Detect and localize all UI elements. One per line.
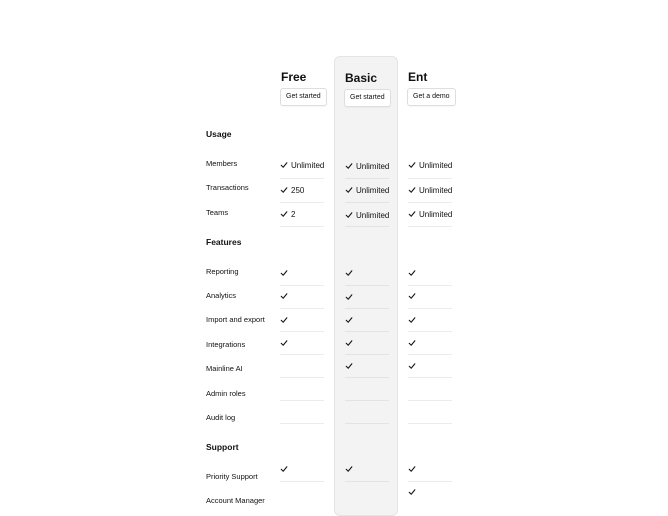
check-icon (408, 465, 416, 473)
row-divider (345, 285, 389, 286)
row-divider (345, 226, 389, 227)
row-divider (408, 331, 452, 332)
cell-import-export-ent (408, 314, 416, 326)
row-divider (345, 423, 389, 424)
row-divider (408, 285, 452, 286)
cell-reporting-basic (345, 267, 353, 279)
row-label-transactions: Transactions (206, 183, 249, 192)
row-divider (280, 481, 324, 482)
row-label-teams: Teams (206, 208, 229, 217)
row-divider (345, 481, 389, 482)
check-icon (408, 316, 416, 324)
cell-transactions-basic (345, 184, 389, 196)
cell-integrations-basic (345, 337, 353, 349)
cell-members-free (280, 159, 324, 171)
row-label-admin-roles: Admin roles (206, 389, 246, 398)
row-divider (345, 354, 389, 355)
row-divider (280, 308, 324, 309)
check-icon (345, 162, 353, 170)
row-divider (345, 377, 389, 378)
row-label-priority-support: Priority Support (206, 472, 258, 481)
row-label-mainline-ai: Mainline AI (206, 364, 243, 373)
cell-mainline-ai-basic (345, 360, 353, 372)
row-label-account-manager: Account Manager (206, 496, 265, 505)
cell-value: Unlimited (356, 161, 390, 171)
check-icon (408, 186, 416, 194)
section-title-features: Features (206, 237, 242, 247)
cell-reporting-ent (408, 267, 416, 279)
row-divider (408, 178, 452, 179)
row-label-members: Members (206, 159, 238, 168)
get-started-free-button[interactable]: Get started (280, 88, 327, 106)
cell-value: Unlimited (291, 160, 325, 170)
row-divider (408, 202, 452, 203)
cell-value: 250 (291, 185, 305, 195)
row-label-integrations: Integrations (206, 340, 246, 349)
row-divider (280, 400, 324, 401)
cell-priority-support-ent (408, 463, 416, 475)
cell-analytics-ent (408, 290, 416, 302)
cell-transactions-ent (408, 184, 452, 196)
row-divider (408, 481, 452, 482)
check-icon (280, 316, 288, 324)
check-icon (408, 161, 416, 169)
cell-value: Unlimited (356, 185, 390, 195)
row-divider (280, 331, 324, 332)
cell-account-manager-ent (408, 486, 416, 498)
row-divider (280, 202, 324, 203)
cell-priority-support-basic (345, 463, 353, 475)
cell-value: Unlimited (356, 210, 390, 220)
check-icon (345, 211, 353, 219)
cell-import-export-basic (345, 314, 353, 326)
row-divider (280, 285, 324, 286)
get-demo-ent-button[interactable]: Get a demo (407, 88, 456, 106)
row-divider (408, 423, 452, 424)
cell-teams-ent (408, 208, 452, 220)
check-icon (345, 269, 353, 277)
row-divider (345, 178, 389, 179)
check-icon (345, 465, 353, 473)
row-divider (280, 377, 324, 378)
cell-value: 2 (291, 209, 296, 219)
section-title-support: Support (206, 442, 239, 452)
check-icon (408, 339, 416, 347)
check-icon (280, 269, 288, 277)
row-divider (345, 202, 389, 203)
check-icon (280, 210, 288, 218)
row-label-import-export: Import and export (206, 315, 265, 324)
check-icon (408, 292, 416, 300)
row-label-analytics: Analytics (206, 291, 237, 300)
plan-name-basic: Basic (345, 71, 378, 85)
check-icon (280, 186, 288, 194)
plan-name-ent-clip (408, 68, 452, 84)
row-divider (280, 354, 324, 355)
row-divider (345, 400, 389, 401)
get-started-basic-button[interactable]: Get started (344, 89, 391, 107)
cell-mainline-ai-ent (408, 360, 416, 372)
row-divider (408, 308, 452, 309)
check-icon (345, 339, 353, 347)
check-icon (408, 269, 416, 277)
plan-name-ent: Ent (408, 70, 428, 84)
cell-teams-basic (345, 209, 389, 221)
cell-analytics-basic (345, 291, 353, 303)
cell-teams-free (280, 208, 295, 220)
cell-integrations-ent (408, 337, 416, 349)
cell-value: Unlimited (419, 160, 453, 170)
row-divider (408, 226, 452, 227)
row-label-reporting: Reporting (206, 267, 239, 276)
cell-import-export-free (280, 314, 288, 326)
cell-members-ent (408, 159, 452, 171)
check-icon (408, 210, 416, 218)
check-icon (280, 292, 288, 300)
cell-members-basic (345, 160, 389, 172)
cell-value: Unlimited (419, 185, 453, 195)
cell-analytics-free (280, 290, 288, 302)
check-icon (408, 362, 416, 370)
check-icon (280, 339, 288, 347)
row-divider (408, 400, 452, 401)
row-divider (345, 331, 389, 332)
check-icon (280, 465, 288, 473)
row-divider (408, 354, 452, 355)
check-icon (345, 293, 353, 301)
check-icon (408, 488, 416, 496)
row-divider (345, 308, 389, 309)
check-icon (280, 161, 288, 169)
check-icon (345, 186, 353, 194)
row-divider (408, 377, 452, 378)
cell-value: Unlimited (419, 209, 453, 219)
highlighted-plan-column (334, 56, 398, 516)
check-icon (345, 316, 353, 324)
cell-transactions-free (280, 184, 304, 196)
cell-integrations-free (280, 337, 288, 349)
row-divider (280, 423, 324, 424)
plan-name-free: Free (281, 70, 307, 84)
row-label-audit-log: Audit log (206, 413, 236, 422)
row-divider (280, 226, 324, 227)
row-divider (280, 178, 324, 179)
check-icon (345, 362, 353, 370)
cell-reporting-free (280, 267, 288, 279)
cell-priority-support-free (280, 463, 288, 475)
section-title-usage: Usage (206, 129, 232, 139)
